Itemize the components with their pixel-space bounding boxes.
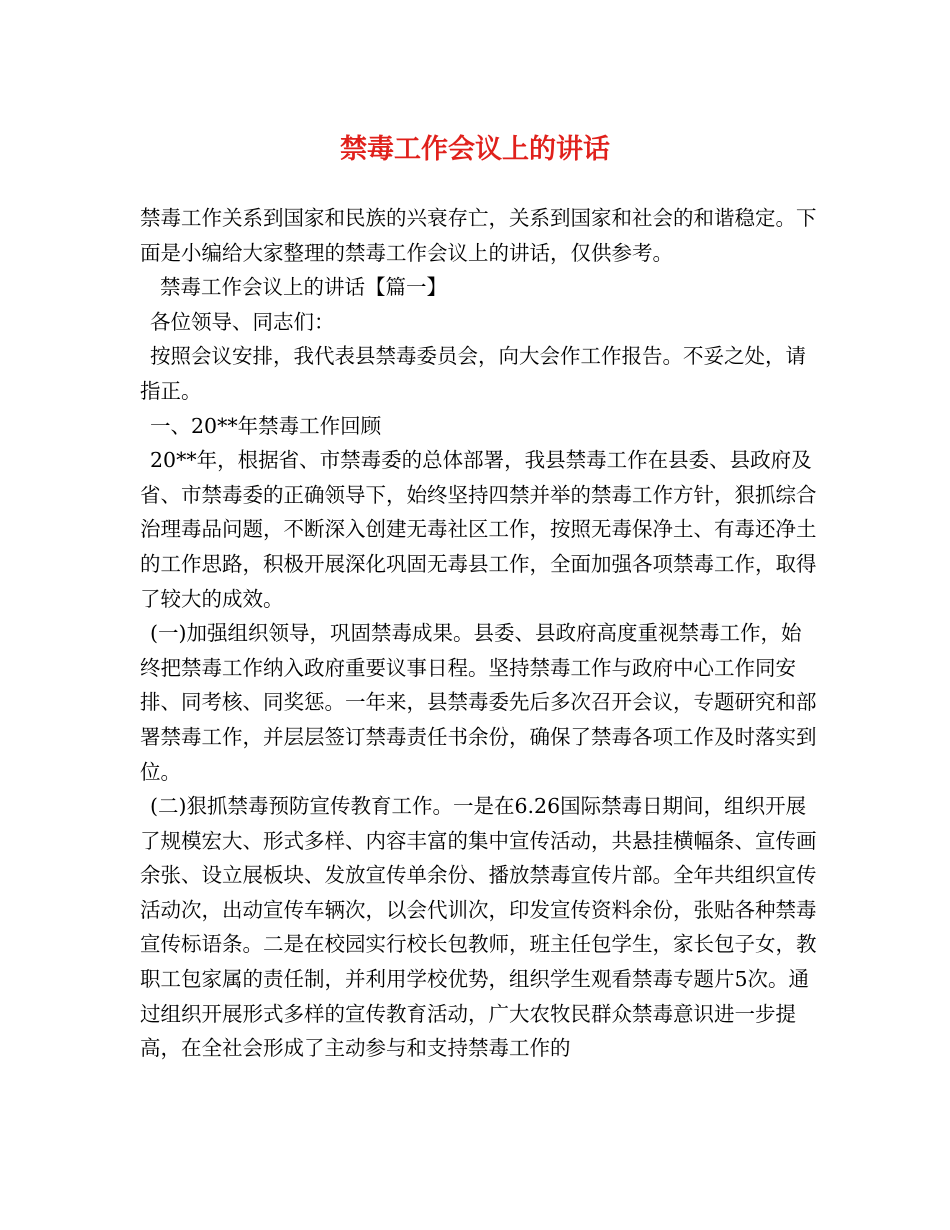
salutation: 各位领导、同志们： xyxy=(150,309,335,334)
subsection-heading: 一、20**年禁毒工作回顾 xyxy=(150,413,382,438)
body-paragraph: 按照会议安排，我代表县禁毒委员会，向大会作工作报告。不妥之处，请指正。 xyxy=(140,344,806,403)
body-paragraph: (一)加强组织领导，巩固禁毒成果。县委、县政府高度重视禁毒工作，始终把禁毒工作纳入政府重要议事日程。坚持禁毒工作与政府中心工作同安排、同考核、同奖惩。一年来，县禁毒委先后多次召开会议，专题研究和部署禁毒工作，并层层签订禁毒责任书余份，确保了禁毒各项工作及时落实到位。 xyxy=(140,621,817,784)
document-title: 禁毒工作会议上的讲话 xyxy=(340,134,610,165)
document-body xyxy=(140,201,820,1066)
section-heading: 禁毒工作会议上的讲话【篇一】 xyxy=(160,275,447,300)
body-paragraph: 20**年，根据省、市禁毒委的总体部署，我县禁毒工作在县委、县政府及省、市禁毒委的正确领导下，始终坚持四禁并举的禁毒工作方针，狠抓综合治理毒品问题，不断深入创建无毒社区工作，按照无毒保净土、有毒还净土的工作思路，积极开展深化巩固无毒县工作，全面加强各项禁毒工作，取得了较大的成效。 xyxy=(140,448,817,611)
body-paragraph: (二)狠抓禁毒预防宣传教育工作。一是在6.26国际禁毒日期间，组织开展了规模宏大、形式多样、内容丰富的集中宣传活动，共悬挂横幅条、宣传画余张、设立展板块、发放宣传单余份、播放禁毒宣传片部。全年共组织宣传活动次，出动宣传车辆次，以会代训次，印发宣传资料余份，张贴各种禁毒宣传标语条。二是在校园实行校长包教师，班主任包学生，家长包子女，教职工包家属的责任制，并利用学校优势，组织学生观看禁毒专题片5次。通过组织开展形式多样的宣传教育活动，广大农牧民群众禁毒意识进一步提高，在全社会形成了主动参与和支持禁毒工作的 xyxy=(140,794,817,1061)
intro-paragraph: 禁毒工作关系到国家和民族的兴衰存亡，关系到国家和社会的和谐稳定。下面是小编给大家整理的禁毒工作会议上的讲话，仅供参考。 xyxy=(140,206,817,265)
